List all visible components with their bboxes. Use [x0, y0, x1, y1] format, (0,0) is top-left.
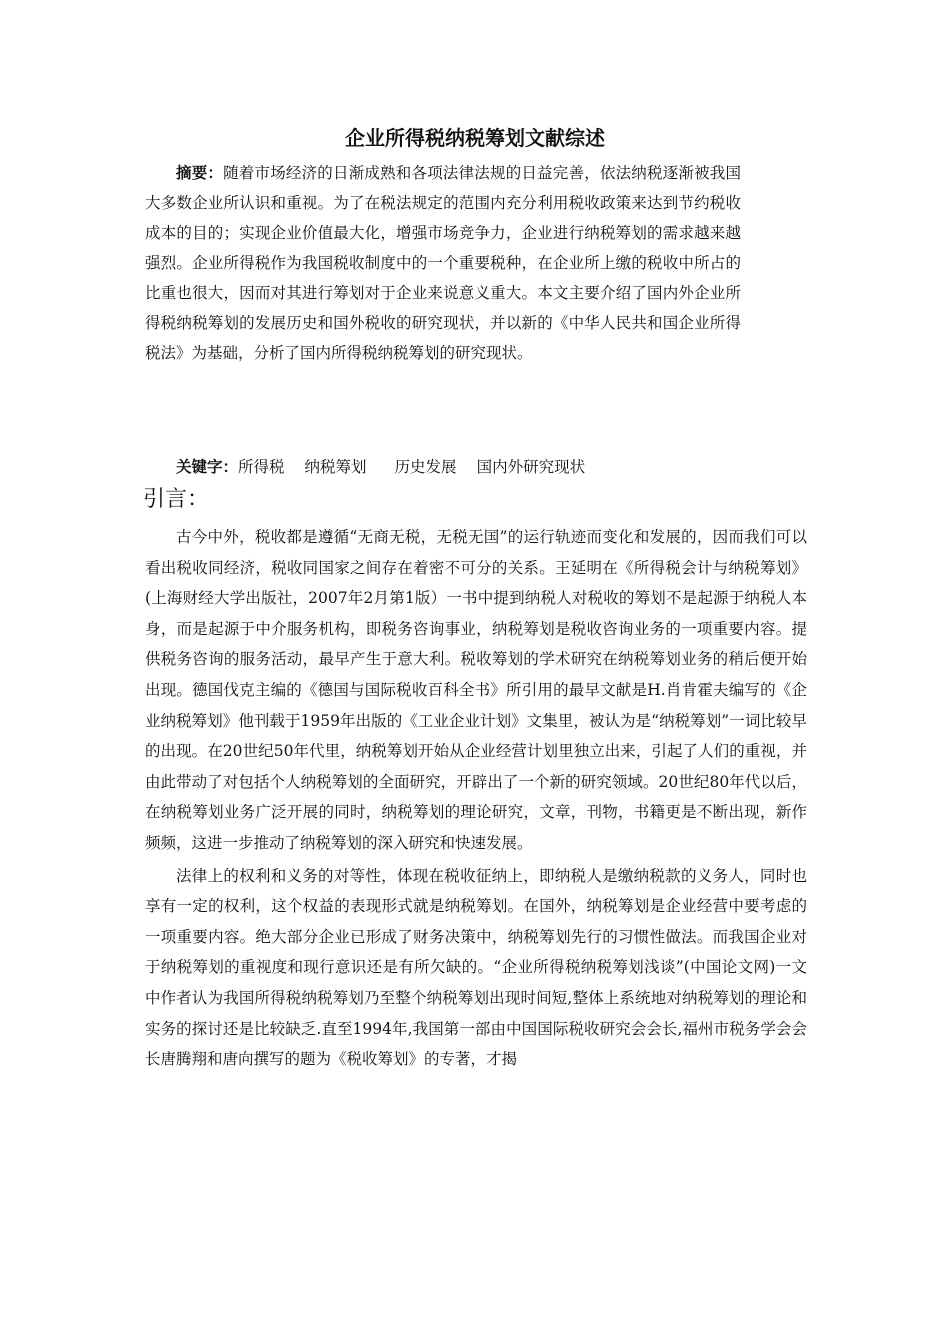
keyword-item: 国内外研究现状: [476, 458, 586, 476]
abstract-label: 摘要：: [176, 164, 224, 182]
keyword-item: 纳税筹划: [304, 458, 367, 476]
abstract: [145, 158, 741, 368]
keywords-label: 关键字：: [176, 458, 239, 476]
document-title: 企业所得税纳税筹划文献综述: [345, 126, 605, 150]
keyword-item: 所得税: [238, 458, 285, 476]
abstract-text: 随着市场经济的日渐成熟和各项法律法规的日益完善，依法纳税逐渐被我国大多数企业所认识和重视。为了在税法规定的范围内充分利用税收政策来达到节约税收成本的目的；实现企业价值最大化，增强市场竞争力，企业进行纳税筹划的需求越来越强烈。企业所得税作为我国税收制度中的一个重要税种，在企业所上缴的税收中所占的比重也很大，因而对其进行筹划对于企业来说意义重大。本文主要介绍了国内外企业所得税纳税筹划的发展历史和国外税收的研究现状，并以新的《中华人民共和国企业所得税法》为基础，分析了国内所得税纳税筹划的研究现状。: [145, 164, 741, 362]
intro-paragraph: 古今中外，税收都是遵循“无商无税，无税无国”的运行轨迹而变化和发展的，因而我们可以看出税收同经济，税收同国家之间存在着密不可分的关系。王延明在《所得税会计与纳税筹划》(上海财经大学出版社，2007年2月第1版）一书中提到纳税人对税收的筹划不是起源于纳税人本身，而是起源于中介服务机构，即税务咨询事业，纳税筹划是税收咨询业务的一项重要内容。提供税务咨询的服务活动，最早产生于意大利。税收筹划的学术研究在纳税筹划业务的稍后便开始出现。德国伐克主编的《德国与国际税收百科全书》所引用的最早文献是H.肖肯霍夫编写的《企业纳税筹划》他刊载于1959年出版的《工业企业计划》文集里，被认为是“纳税筹划”一词比较早的出现。在20世纪50年代里，纳税筹划开始从企业经营计划里独立出来，引起了人们的重视，并由此带动了对包括个人纳税筹划的全面研究，开辟出了一个新的研究领域。20世纪80年代以后，在纳税筹划业务广泛开展的同时，纳税筹划的理论研究，文章，刊物，书籍更是不断出现，新作频频，这进一步推动了纳税筹划的深入研究和快速发展。: [145, 528, 807, 852]
intro-body: [145, 522, 807, 1077]
keywords: [176, 452, 776, 482]
intro-paragraph: 法律上的权利和义务的对等性，体现在税收征纳上，即纳税人是缴纳税款的义务人，同时也享有一定的权利，这个权益的表现形式就是纳税筹划。在国外，纳税筹划是企业经营中要考虑的一项重要内容。绝大部分企业已形成了财务决策中，纳税筹划先行的习惯性做法。而我国企业对于纳税筹划的重视度和现行意识还是有所欠缺的。“企业所得税纳税筹划浅谈”(中国论文网)一文中作者认为我国所得税纳税筹划乃至整个纳税筹划出现时间短,整体上系统地对纳税筹划的理论和实务的探讨还是比较缺乏.直至1994年,我国第一部由中国国际税收研究会会长,福州市税务学会会长唐腾翔和唐向撰写的题为《税收筹划》的专著，才揭: [145, 866, 807, 1069]
intro-heading: 引言：: [143, 487, 210, 512]
keyword-item: 历史发展: [394, 458, 457, 476]
